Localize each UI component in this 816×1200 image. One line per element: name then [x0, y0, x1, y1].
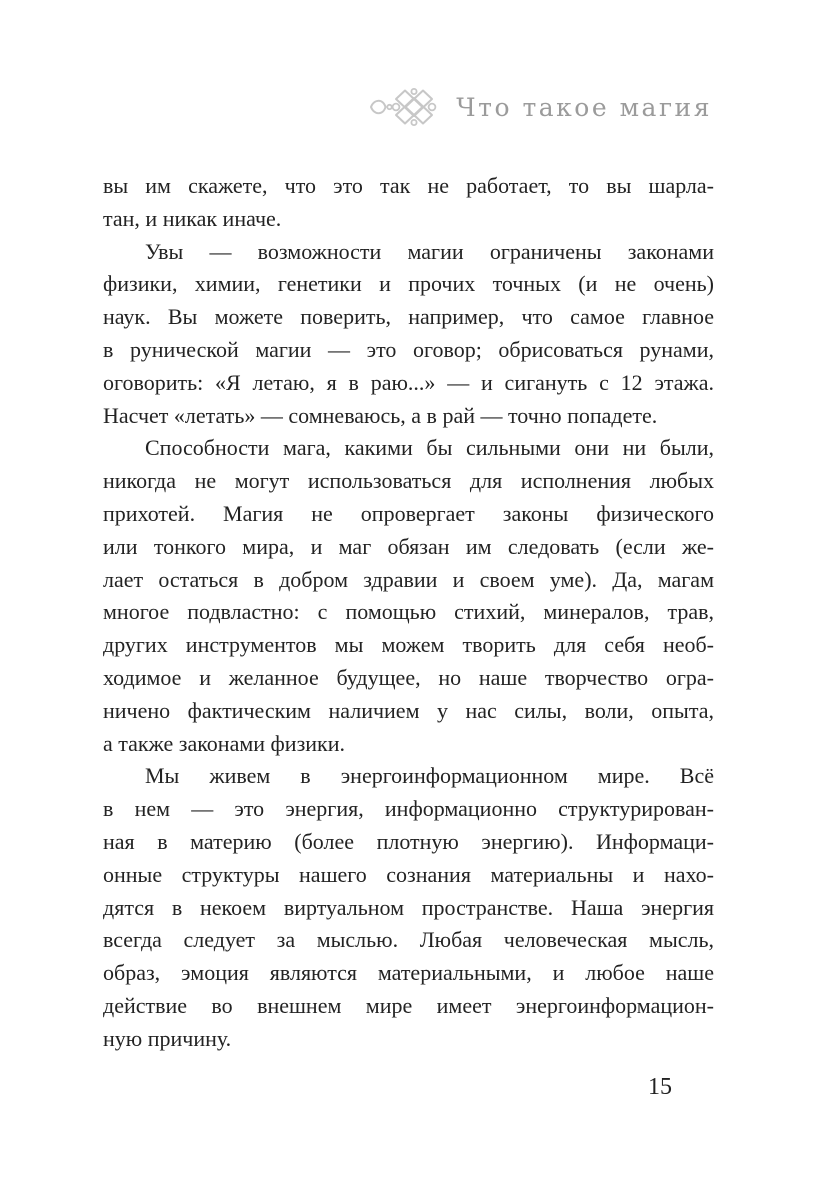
- text-line: ная в материю (более плотную энергию). Информаци-: [103, 828, 714, 854]
- text-line: ную причину.: [103, 1025, 232, 1051]
- text-line: прихотей. Магия не опровергает законы физического: [103, 500, 714, 526]
- paragraph: [103, 236, 714, 433]
- text-line: лает остаться в добром здравии и своем уме). Да, магам: [103, 566, 714, 592]
- text-line: ничено фактическим наличием у нас силы, воли, опыта,: [103, 697, 714, 723]
- text-line: вы им скажете, что это так не работает, то вы шарла-: [103, 173, 714, 198]
- paragraph: [103, 760, 714, 1055]
- celtic-knot-ornament-icon: [368, 86, 440, 128]
- text-line: онные структуры нашего сознания материальны и нахо-: [103, 861, 714, 887]
- text-line: физики, химии, генетики и прочих точных (и не очень): [103, 271, 714, 297]
- text-line: а также законами физики.: [103, 730, 345, 756]
- page-number: 15: [648, 1074, 672, 1100]
- text-line: наук. Вы можете поверить, например, что самое главное: [103, 304, 714, 330]
- text-line: всегда следует за мыслью. Любая человеческая мысль,: [103, 927, 714, 953]
- text-line: Мы живем в энергоинформационном мире. Всё: [145, 763, 714, 789]
- text-line: в нем — это энергия, информационно структурирован-: [103, 796, 714, 822]
- text-line: дятся в некоем виртуальном пространстве. Наша энергия: [103, 894, 714, 920]
- text-line: или тонкого мира, и маг обязан им следовать (если же-: [103, 533, 714, 559]
- text-line: в рунической магии — это оговор; обрисоваться рунами,: [103, 336, 714, 362]
- text-line: многое подвластно: с помощью стихий, минералов, трав,: [103, 599, 714, 625]
- text-line: образ, эмоция являются материальными, и любое наше: [103, 960, 714, 986]
- paragraph: [103, 432, 714, 760]
- running-head-title: Что такое магия: [456, 92, 712, 122]
- paragraph: [103, 170, 714, 236]
- text-line: других инструментов мы можем творить для себя необ-: [103, 632, 714, 658]
- text-line: ходимое и желанное будущее, но наше творчество огра-: [103, 664, 714, 690]
- text-line: действие во внешнем мире имеет энергоинформацион-: [103, 992, 714, 1018]
- text-line: Способности мага, какими бы сильными они ни были,: [145, 435, 714, 461]
- body-text: [103, 170, 714, 1056]
- running-head: [0, 84, 712, 130]
- text-line: никогда не могут использоваться для исполнения любых: [103, 468, 714, 494]
- text-line: оговорить: «Я летаю, я в раю...» — и сигануть с 12 этажа.: [103, 369, 714, 395]
- text-line: Насчет «летать» — сомневаюсь, а в рай — точно попадете.: [103, 402, 658, 428]
- text-line: тан, и никак иначе.: [103, 205, 282, 231]
- text-line: Увы — возможности магии ограничены законами: [145, 238, 714, 264]
